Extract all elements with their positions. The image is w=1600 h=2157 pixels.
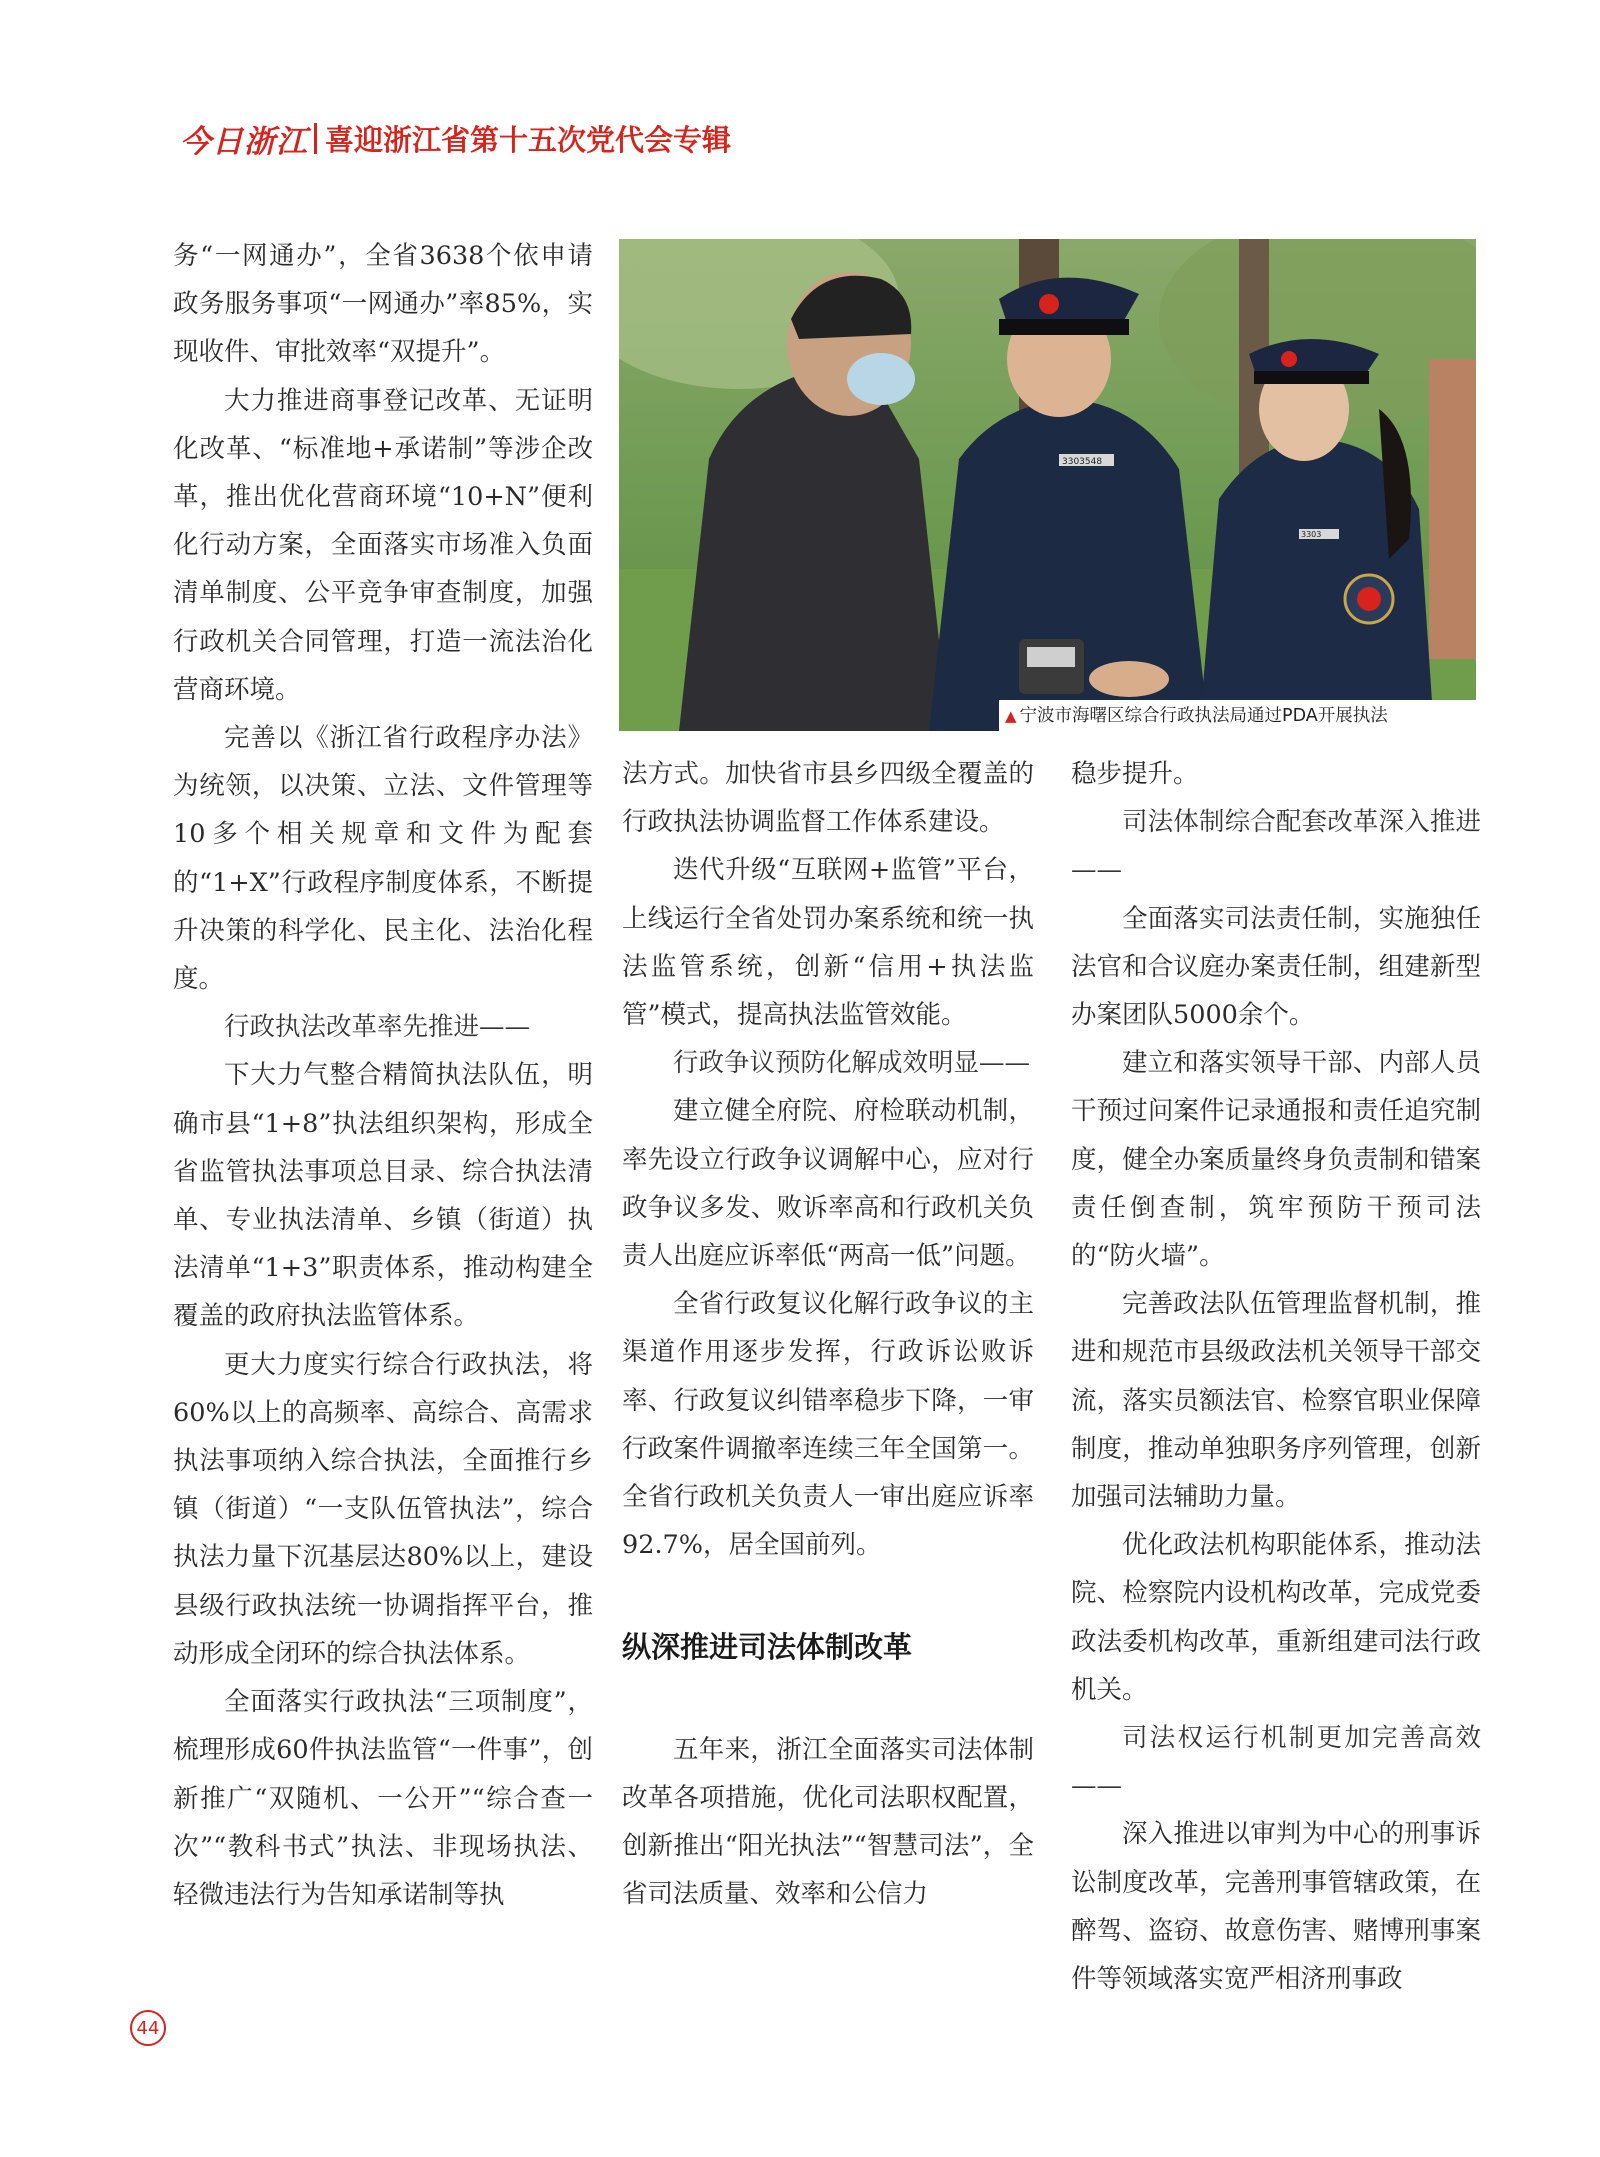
paragraph: 全省行政复议化解行政争议的主渠道作用逐步发挥，行政诉讼败诉率、行政复议纠错率稳步下降，一审行政案件调撤率连续三年全国第一。全省行政机关负责人一审出庭应诉率92.7%，居全国前列。 <box>622 1289 1034 1561</box>
subheading: 司法体制综合配套改革深入推进—— <box>1071 807 1481 886</box>
section-header-title: 喜迎浙江省第十五次党代会专辑 <box>325 122 732 157</box>
paragraph: 建立健全府院、府检联动机制，率先设立行政争议调解中心，应对行政争议多发、败诉率高和行政机关负责人出庭应诉率低“两高一低”问题。 <box>622 1096 1034 1272</box>
paragraph: 优化政法机构职能体系，推动法院、检察院内设机构改革，完成党委政法委机构改革，重新组建司法行政机关。 <box>1071 1530 1481 1705</box>
badge-number-2: 3303 <box>1301 530 1322 539</box>
paragraph: 完善政法队伍管理监督机制，推进和规范市县级政法机关领导干部交流，落实员额法官、检察官职业保障制度，推动单独职务序列管理，创新加强司法辅助力量。 <box>1071 1289 1481 1513</box>
paragraph: 稳步提升。 <box>1071 759 1199 789</box>
magazine-logo: 今日浙江 <box>180 123 308 160</box>
subheading: 行政争议预防化解成效明显—— <box>673 1048 1031 1079</box>
paragraph: 全面落实行政执法“三项制度”，梳理形成60件执法监管“一件事”，创新推广“双随机、一公开”“综合查一次”“教科书式”执法、非现场执法、轻微违法行为告知承诺制等执 <box>173 1687 593 1910</box>
subheading: 司法权运行机制更加完善高效—— <box>1071 1723 1481 1802</box>
paragraph: 迭代升级“互联网+监管”平台，上线运行全省处罚办案系统和统一执法监管系统，创新“信用+执法监管”模式，提高执法监管效能。 <box>622 855 1034 1031</box>
text-column-2 <box>622 750 1034 1918</box>
paragraph: 全面落实司法责任制，实施独任法官和合议庭办案责任制，组建新型办案团队5000余个。 <box>1071 903 1481 1031</box>
paragraph: 建立和落实领导干部、内部人员干预过问案件记录通报和责任追究制度，健全办案质量终身负责制和错案责任倒查制，筑牢预防干预司法的“防火墙”。 <box>1071 1048 1481 1272</box>
caption-text: 宁波市海曙区综合行政执法局通过PDA开展执法 <box>1019 706 1388 726</box>
subheading: 行政执法改革率先推进—— <box>224 1012 531 1043</box>
paragraph: 法方式。加快省市县乡四级全覆盖的行政执法协调监督工作体系建设。 <box>622 759 1034 838</box>
triangle-icon: ▲ <box>1005 707 1017 725</box>
paragraph: 大力推进商事登记改革、无证明化改革、“标准地+承诺制”等涉企改革，推出优化营商环境“10+N”便利化行动方案，全面落实市场准入负面清单制度、公平竞争审查制度，加强行政机关合同管理，打造一流法治化营商环境。 <box>173 385 593 705</box>
paragraph: 务“一网通办”，全省3638个依申请政务服务事项“一网通办”率85%，实现收件、审批效率“双提升”。 <box>173 241 593 368</box>
photo-caption <box>999 700 1476 732</box>
paragraph: 下大力气整合精简执法队伍，明确市县“1+8”执法组织架构，形成全省监管执法事项总目录、综合执法清单、专业执法清单、乡镇（街道）执法清单“1+3”职责体系，推动构建全覆盖的政府执法监管体系。 <box>173 1060 593 1332</box>
page-header <box>180 118 731 158</box>
text-column-3 <box>1071 750 1481 2003</box>
paragraph: 五年来，浙江全面落实司法体制改革各项措施，优化司法职权配置，创新推出“阳光执法”“智慧司法”，全省司法质量、效率和公信力 <box>622 1734 1034 1910</box>
text-column-1 <box>173 232 593 1919</box>
badge-number-1: 3303548 <box>1062 457 1103 467</box>
section-title: 纵深推进司法体制改革 <box>622 1630 913 1665</box>
paragraph: 完善以《浙江省行政程序办法》为统领，以决策、立法、文件管理等10多个相关规章和文件为配套的“1+X”行政程序制度体系，不断提升决策的科学化、民主化、法治化程度。 <box>173 723 593 995</box>
paragraph: 深入推进以审判为中心的刑事诉讼制度改革，完善刑事管辖政策，在醉驾、盗窃、故意伤害、赌博刑事案件等领域落实宽严相济刑事政 <box>1071 1819 1481 1995</box>
article-photo <box>619 239 1476 731</box>
header-divider <box>314 123 317 154</box>
paragraph: 更大力度实行综合行政执法，将60%以上的高频率、高综合、高需求执法事项纳入综合执法，全面推行乡镇（街道）“一支队伍管执法”，综合执法力量下沉基层达80%以上，建设县级行政执法统一协调指挥平台，推动形成全闭环的综合执法体系。 <box>173 1349 593 1669</box>
page-number: 44 <box>130 2010 166 2046</box>
